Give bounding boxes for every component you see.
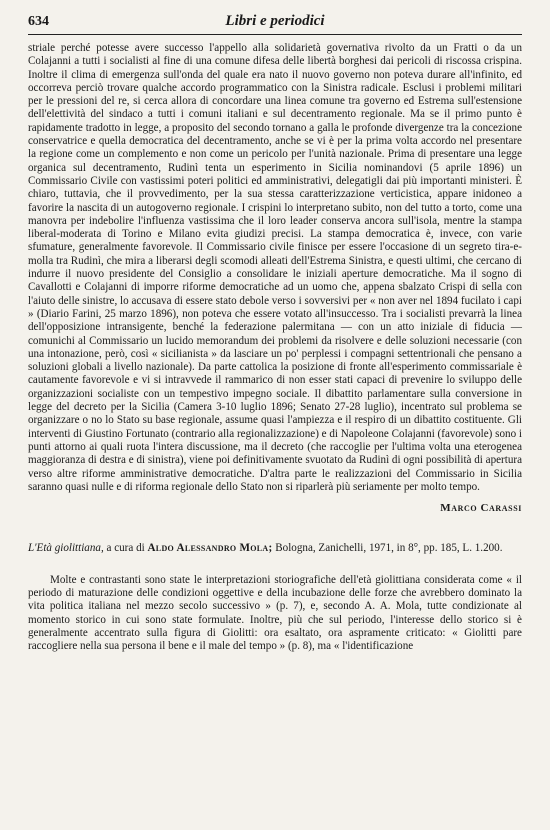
edited-by-label: a cura di <box>106 542 145 555</box>
article-paragraph: striale perché potesse avere successo l'appello alla solidarietà governativa rivolto da un Fratti o da un Colajanni a tutti i socialisti al fine di una comune difesa delle libertà borghesi dai pericoli di riscossa crispina. Inoltre il clima di emergenza sull'onda del quale era nato il nuovo governo non poteva durare all'infinito, ed occorreva perciò trovare qualche accordo programmatico con la Sinistra radicale. Esclusi i problemi militari per le pressioni del re, si cerca allora di concordare una linea comune tra governo ed Estrema sull'estensione dell'elettività del sindaco a tutti i comuni italiani e sul decentramento regionale. Ma se il primo punto è rapidamente tradotto in legge, a proposito del secondo tornano a galla le profonde divergenze tra la concezione conservatrice e quella democratica del decentramento, anche se vi è per la prima volta accordo nel presentare la regione come un complemento e non come un pericolo per l'unità nazionale. Prima di presentare una legge organica sul decentramento, Rudinì tenta un esperimento in Sicilia nominandovi (5 aprile 1896) un Commissario Civile con vastissimi poteri politici ed amministrativi, delegatigli dai più importanti ministeri. È chiaro, tuttavia, che il provvedimento, per la sua stessa caratterizzazione verticistica, appare inidoneo a favorire la nascita di un autogoverno regionale. I crispini lo interpretano subito, non del tutto a torto, come una manovra per indebolire l'influenza vastissima che il loro leader conserva ancora sull'isola, mentre la stampa liberal-moderata di Torino e Milano evita giudizi precisi. La stampa democratica è, invece, con varie sfumature, generalmente favorevole. Il Commissario civile finisce per essere l'occasione di un segreto tira-e-molla tra Rudinì, che mira a liberarsi degli scomodi alleati dell'Estrema Sinistra, e questi ultimi, che cercano di indurre il nuovo presidente del Consiglio a consolidare le iniziali aperture democratiche. Ma il sogno di Cavallotti e Colajanni di imporre riforme democratiche ad un uomo che, appena sbalzato Crispi di sella con l'aiuto delle sinistre, lo accusava di essere stato debole verso i sovversivi per « non aver nel 1894 fucilato i capi » (Diario Farini, 25 marzo 1896), non poteva che essere votato all'insuccesso. Tra i socialisti prevarrà la linea dell'opposizione intransigente, benché la federazione palermitana — con un atto iniziale di fiducia — comunichi al Commissario un lucido memorandum dei problemi da risolvere e delle soluzioni necessarie (con una intonazione, però, così « sicilianista » da lasciare un po' perplessi i compagni settentrionali che pensano a soluzioni globali a livello nazionale). Da parte cattolica la posizione di fronte all'esperimento commissariale è cautamente favorevole e vi si intravvede il rammarico di non esser stati capaci di prevenire lo sviluppo delle organizzazioni socialiste con un tempestivo impegno sociale. Il dibattito parlamentare sulla conversione in legge del decreto per la Sicilia (Camera 3-10 luglio 1896; Senato 27-28 luglio), incentrato sul problema se organizzare o no lo Stato su base regionale, assume quasi l'ampiezza e il respiro di un dibattito costituente. Gli interventi di Giustino Fortunato (contrario alla regionalizzazione) e di Napoleone Colajanni (favorevole) sono i punti attorno ai quali ruota l'intera discussione, ma il decreto (che raccoglie per l'ultima volta una eterogenea maggioranza di destra e di sinistra), viene poi definitivamente svuotato da Rudinì di ogni possibilità di apertura verso altre riforme amministrative democratiche. D'altra parte le realizzazioni del Commissario in Sicilia saranno quasi nulle e di riforma regionale dello Stato non si riparlerà più seriamente per molto tempo. <box>28 42 522 493</box>
book-title: L'Età giolittiana, <box>28 542 104 555</box>
publication-info: Bologna, Zanichelli, 1971, in 8°, pp. 185, L. 1.200. <box>275 542 503 555</box>
book-author: Aldo Alessandro Mola; <box>147 542 273 555</box>
review-body <box>28 574 522 654</box>
author-signature: Marco Carassi <box>440 502 522 515</box>
review-heading <box>28 542 522 556</box>
body-text <box>28 42 522 653</box>
review-paragraph: Molte e contrastanti sono state le interpretazioni storiografiche dell'età giolittiana considerata come « il periodo di maturazione delle condizioni oggettive e della incubazione delle forze che avrebbero dominato la vita politica italiana nel mezzo secolo successivo » (p. 7), e, secondo A. A. Mola, tutte condizionate al momento storico in cui sono state formulate. Inoltre, più che sul periodo, l'interesse dello storico si è generalmente accentrato sulla figura di Giolitti: ora esaltato, ora aspramente criticato: « Giolitti pare raccogliere nella sua persona il bene e il male del tempo » (p. 8), ma « l'identificazione <box>28 573 522 653</box>
page-header <box>28 8 522 35</box>
page-number: 634 <box>28 14 49 29</box>
running-head: Libri e periodici <box>225 13 325 29</box>
